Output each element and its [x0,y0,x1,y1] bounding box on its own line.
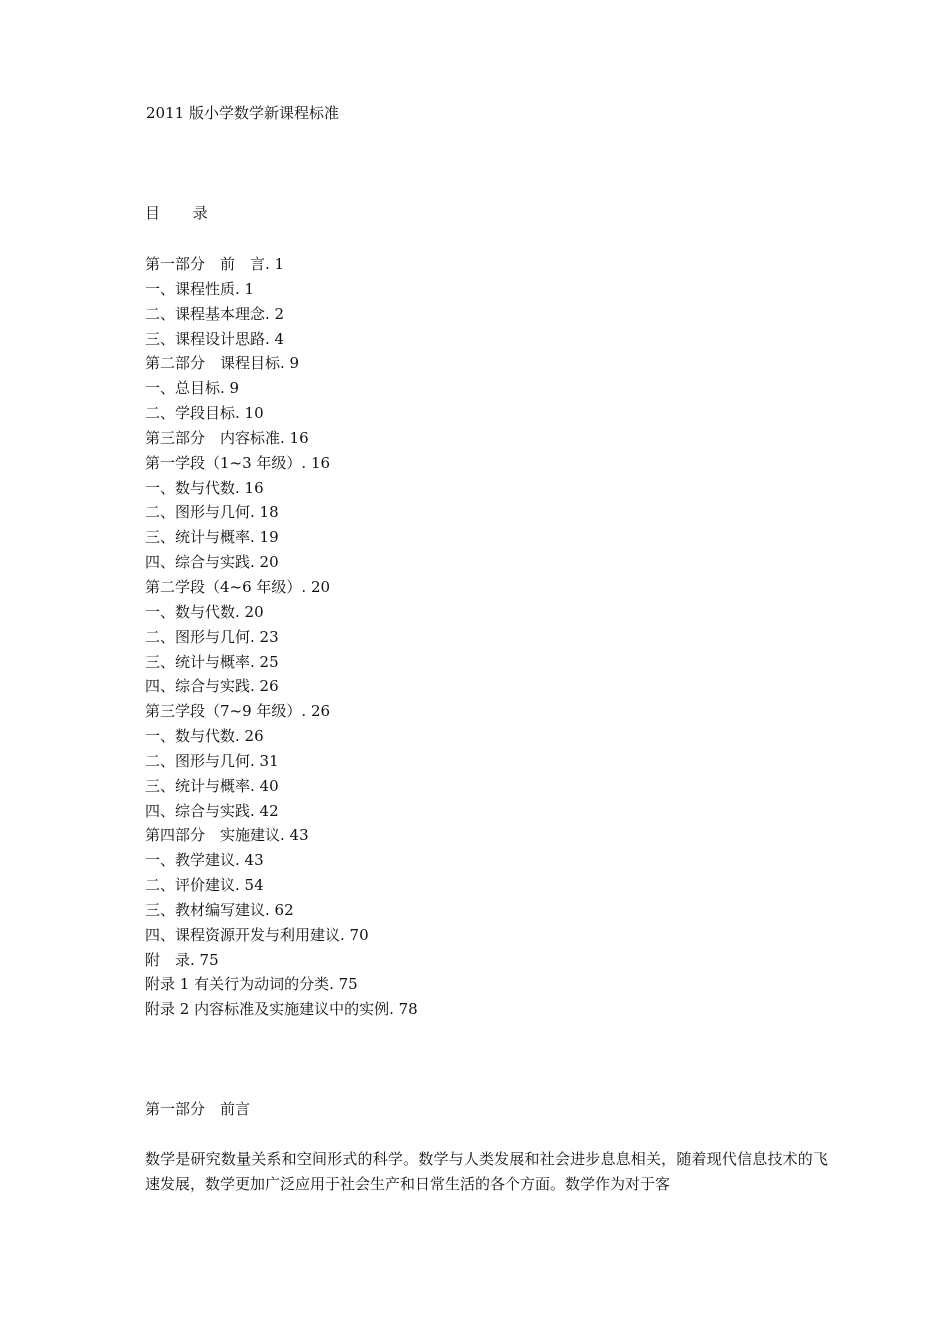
toc-heading: 目 录 [145,204,222,222]
body-paragraph: 数学是研究数量关系和空间形式的科学。数学与人类发展和社会进步息息相关，随着现代信息技术的飞速发展，数学更加广泛应用于社会生产和日常生活的各个方面。数学作为对于客 [145,1150,828,1193]
toc-entry: 第一部分 前 言. 1 [145,255,285,273]
toc-entry: 一、教学建议. 43 [145,851,264,870]
toc-entry: 第三部分 内容标准. 16 [145,428,309,447]
toc-entry: 一、课程性质. 1 [145,279,255,298]
toc-entry: 第二学段（4~6 年级）. 20 [145,577,331,596]
toc-entry: 四、综合与实践. 26 [145,677,279,696]
toc-entry: 三、统计与概率. 40 [145,776,279,795]
toc-entry: 一、数与代数. 20 [145,602,264,621]
toc-entry: 一、数与代数. 26 [145,727,264,746]
toc-entry: 三、教材编写建议. 62 [145,900,294,919]
toc-entry: 四、综合与实践. 20 [145,553,279,572]
table-of-contents [145,252,418,1022]
section-heading: 第一部分 前言 [145,1100,251,1118]
toc-entry: 附录 1 有关行为动词的分类. 75 [145,975,358,994]
toc-entry: 二、评价建议. 54 [145,876,264,895]
toc-entry: 一、总目标. 9 [145,379,240,398]
toc-entry: 一、数与代数. 16 [145,478,264,497]
toc-entry: 第三学段（7~9 年级）. 26 [145,702,331,721]
toc-entry: 附录 2 内容标准及实施建议中的实例. 78 [145,1000,418,1019]
toc-entry: 二、图形与几何. 31 [145,751,279,770]
toc-entry: 四、综合与实践. 42 [145,801,279,820]
toc-entry: 三、统计与概率. 25 [145,652,279,671]
toc-entry: 二、图形与几何. 23 [145,627,279,646]
toc-entry: 四、课程资源开发与利用建议. 70 [145,925,369,944]
toc-entry: 二、图形与几何. 18 [145,503,279,522]
toc-entry: 附 录. 75 [145,950,219,969]
toc-entry: 第二部分 课程目标. 9 [145,354,300,373]
toc-entry: 三、统计与概率. 19 [145,528,279,547]
toc-entry: 三、课程设计思路. 4 [145,329,285,348]
toc-entry: 二、课程基本理念. 2 [145,304,285,323]
toc-entry: 第四部分 实施建议. 43 [145,826,309,845]
toc-entry: 第一学段（1~3 年级）. 16 [145,453,331,472]
toc-entry: 二、学段目标. 10 [145,404,264,423]
document-title: 2011 版小学数学新课程标准 [146,104,339,122]
